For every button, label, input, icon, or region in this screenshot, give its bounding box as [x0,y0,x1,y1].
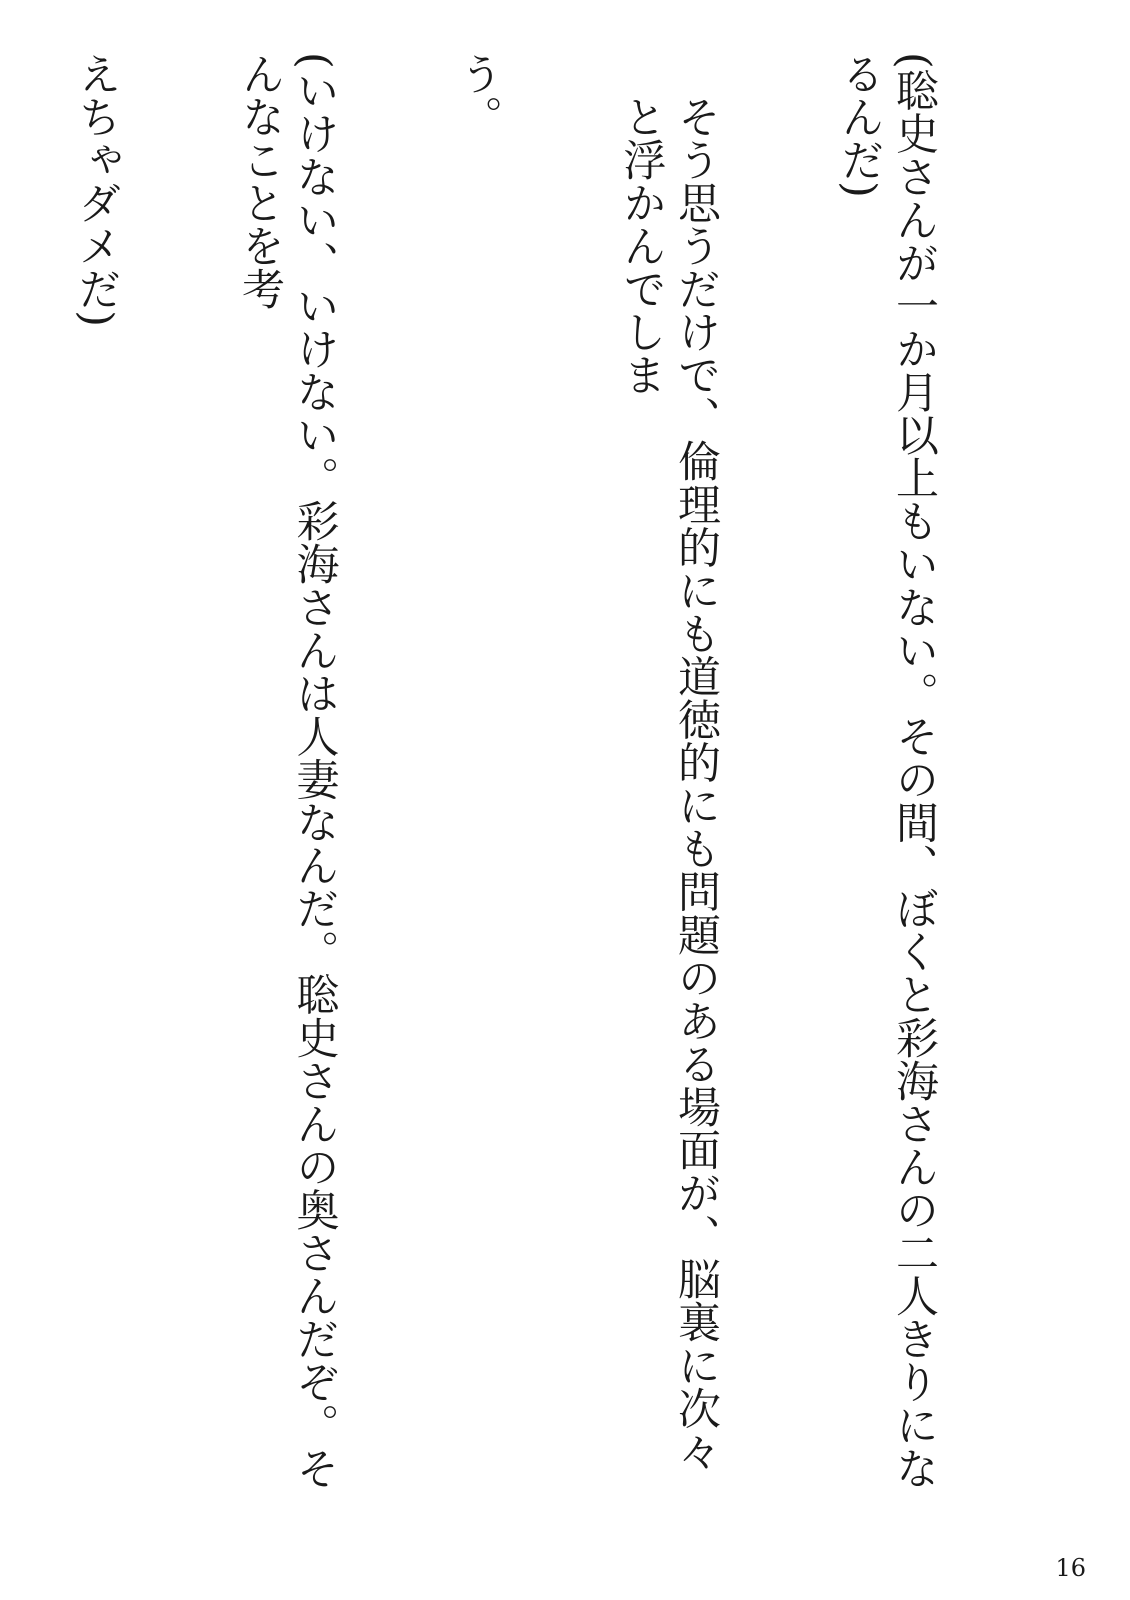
text-line: えちゃダメだ) [71,52,122,328]
text-line: う。 [453,52,503,139]
text-line: (いけない、いけない。彩海さんは人妻なんだ。聡史さんの奥さんだぞ。そんなことを考 [235,52,340,1490]
vertical-text-body [0,52,1050,1512]
text-line: そう思うだけで、倫理的にも道徳的にも問題のある場面が、脳裏に次々と浮かんでしま [616,95,721,1473]
text-line: (聡史さんが一か月以上もいない。その間、ぼくと彩海さんの二人きりになるんだ) [834,52,939,1490]
page-number: 16 [1055,1554,1086,1582]
